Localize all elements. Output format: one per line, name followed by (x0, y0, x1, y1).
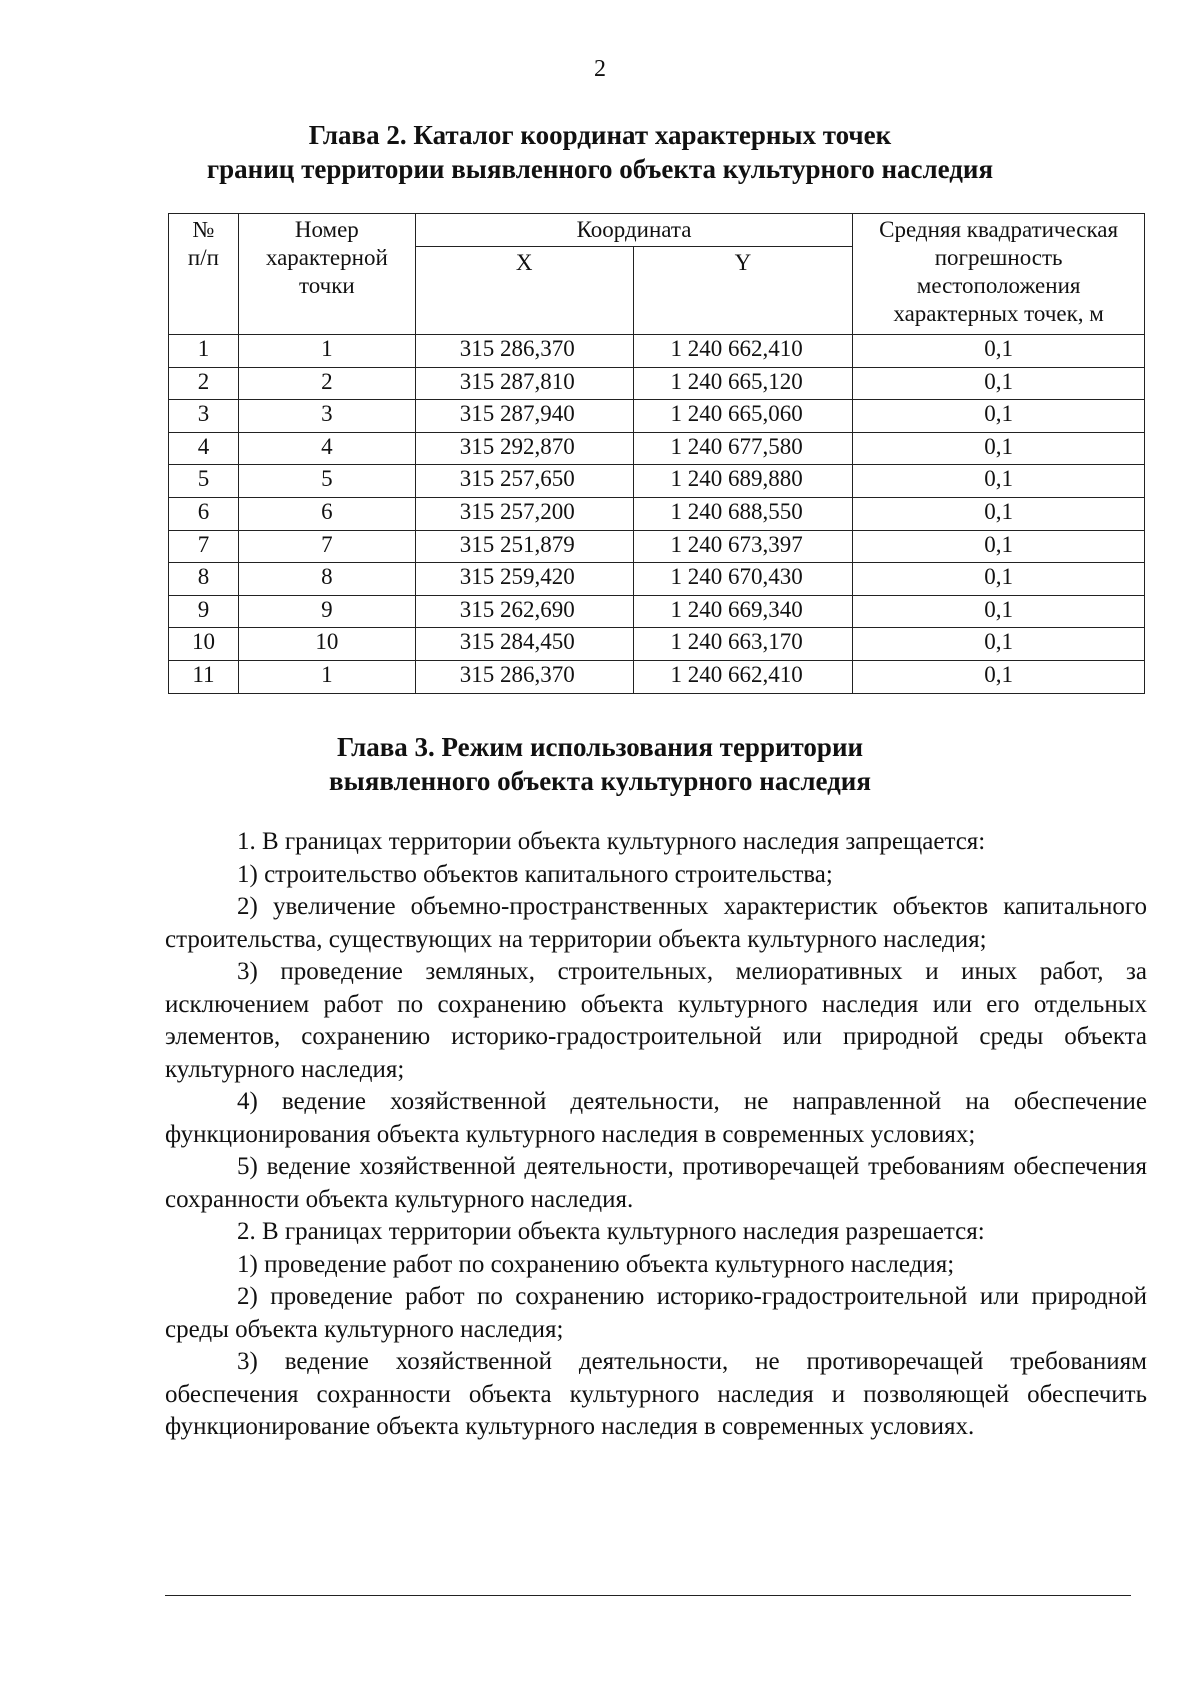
coordinates-table (168, 213, 1145, 694)
cell-point-number: 2 (238, 367, 415, 400)
cell-row-number: 4 (169, 432, 239, 465)
cell-point-number: 4 (238, 432, 415, 465)
table-row (169, 432, 1145, 465)
cell-error: 0,1 (853, 660, 1145, 693)
cell-error: 0,1 (853, 595, 1145, 628)
cell-x: 315 287,940 (415, 400, 633, 433)
header-error: Средняя квадратическая погрешность местоположения характерных точек, м (853, 214, 1145, 335)
cell-error: 0,1 (853, 400, 1145, 433)
bottom-rule (165, 1595, 1131, 1596)
cell-error: 0,1 (853, 530, 1145, 563)
cell-row-number: 7 (169, 530, 239, 563)
cell-point-number: 6 (238, 497, 415, 530)
paragraph: 1. В границах территории объекта культурного наследия запрещается: (237, 828, 986, 855)
cell-row-number: 5 (169, 465, 239, 498)
header-row-number-line-1: № (192, 217, 215, 242)
chapter-3-title-line-1: Глава 3. Режим использования территории (336, 732, 864, 762)
cell-point-number: 10 (238, 628, 415, 661)
paragraph: 2) увеличение объемно-пространственных характеристик объектов капитального строительства, существующих на территории объекта культурного наследия; (165, 893, 1147, 953)
cell-y: 1 240 665,120 (633, 367, 853, 400)
paragraph: 3) проведение земляных, строительных, мелиоративных и иных работ, за исключением работ по сохранению объекта культурного наследия или его отдельных элементов, сохранению историко-градостроительной или природной среды объекта культурного наследия; (165, 958, 1147, 1083)
cell-y: 1 240 673,397 (633, 530, 853, 563)
cell-y: 1 240 688,550 (633, 497, 853, 530)
paragraph: 3) ведение хозяйственной деятельности, не противоречащей требованиям обеспечения сохранности объекта культурного наследия и позволяющей обеспечить функционирование объекта культурного наследия в современных условиях. (165, 1348, 1147, 1440)
paragraph: 2. В границах территории объекта культурного наследия разрешается: (237, 1218, 985, 1245)
cell-point-number: 5 (238, 465, 415, 498)
cell-row-number: 3 (169, 400, 239, 433)
paragraph: 2) проведение работ по сохранению историко-градостроительной или природной среды объекта культурного наследия; (165, 1283, 1147, 1343)
cell-x: 315 292,870 (415, 432, 633, 465)
page-number: 2 (594, 56, 606, 82)
cell-x: 315 287,810 (415, 367, 633, 400)
cell-y: 1 240 677,580 (633, 432, 853, 465)
cell-x: 315 262,690 (415, 595, 633, 628)
cell-x: 315 251,879 (415, 530, 633, 563)
cell-x: 315 286,370 (415, 660, 633, 693)
header-y: Y (633, 247, 853, 335)
paragraph: 5) ведение хозяйственной деятельности, противоречащей требованиям обеспечения сохранности объекта культурного наследия. (165, 1153, 1147, 1213)
cell-row-number: 6 (169, 497, 239, 530)
cell-error: 0,1 (853, 432, 1145, 465)
paragraph: 4) ведение хозяйственной деятельности, не направленной на обеспечение функционирования объекта культурного наследия в современных условиях; (165, 1088, 1147, 1148)
cell-y: 1 240 663,170 (633, 628, 853, 661)
cell-x: 315 286,370 (415, 335, 633, 368)
cell-row-number: 2 (169, 367, 239, 400)
cell-x: 315 257,650 (415, 465, 633, 498)
cell-row-number: 11 (169, 660, 239, 693)
cell-y: 1 240 669,340 (633, 595, 853, 628)
cell-row-number: 10 (169, 628, 239, 661)
table-row (169, 595, 1145, 628)
table-row (169, 563, 1145, 596)
coordinates-table-body (169, 335, 1145, 694)
cell-row-number: 8 (169, 563, 239, 596)
chapter-2-title-line-2: границ территории выявленного объекта культурного наследия (206, 154, 994, 184)
cell-y: 1 240 689,880 (633, 465, 853, 498)
cell-point-number: 9 (238, 595, 415, 628)
cell-point-number: 8 (238, 563, 415, 596)
header-row-number-line-2: п/п (187, 245, 219, 270)
cell-y: 1 240 662,410 (633, 660, 853, 693)
paragraph: 1) строительство объектов капитального строительства; (237, 860, 833, 888)
cell-x: 315 257,200 (415, 497, 633, 530)
chapter-2-title (0, 118, 1200, 186)
cell-error: 0,1 (853, 497, 1145, 530)
cell-error: 0,1 (853, 367, 1145, 400)
cell-error: 0,1 (853, 628, 1145, 661)
cell-error: 0,1 (853, 335, 1145, 368)
table-row (169, 335, 1145, 368)
table-row (169, 400, 1145, 433)
table-row (169, 367, 1145, 400)
cell-point-number: 3 (238, 400, 415, 433)
header-coordinate: Координата (415, 214, 852, 247)
table-row (169, 660, 1145, 693)
chapter-3-title (0, 730, 1200, 798)
table-row (169, 628, 1145, 661)
header-row-number (169, 214, 239, 335)
cell-y: 1 240 662,410 (633, 335, 853, 368)
cell-x: 315 284,450 (415, 628, 633, 661)
table-row (169, 465, 1145, 498)
cell-y: 1 240 670,430 (633, 563, 853, 596)
paragraph: 1) проведение работ по сохранению объекта культурного наследия; (237, 1250, 955, 1278)
chapter-3-body (165, 826, 1147, 1444)
chapter-2-title-line-1: Глава 2. Каталог координат характерных точек (308, 120, 892, 150)
cell-point-number: 1 (238, 660, 415, 693)
cell-row-number: 1 (169, 335, 239, 368)
cell-error: 0,1 (853, 465, 1145, 498)
cell-error: 0,1 (853, 563, 1145, 596)
table-row (169, 497, 1145, 530)
cell-point-number: 7 (238, 530, 415, 563)
cell-row-number: 9 (169, 595, 239, 628)
header-point-number: Номер характерной точки (238, 214, 415, 335)
cell-point-number: 1 (238, 335, 415, 368)
cell-y: 1 240 665,060 (633, 400, 853, 433)
chapter-3-title-line-2: выявленного объекта культурного наследия (329, 766, 871, 796)
header-x: X (415, 247, 633, 335)
table-row (169, 530, 1145, 563)
cell-x: 315 259,420 (415, 563, 633, 596)
